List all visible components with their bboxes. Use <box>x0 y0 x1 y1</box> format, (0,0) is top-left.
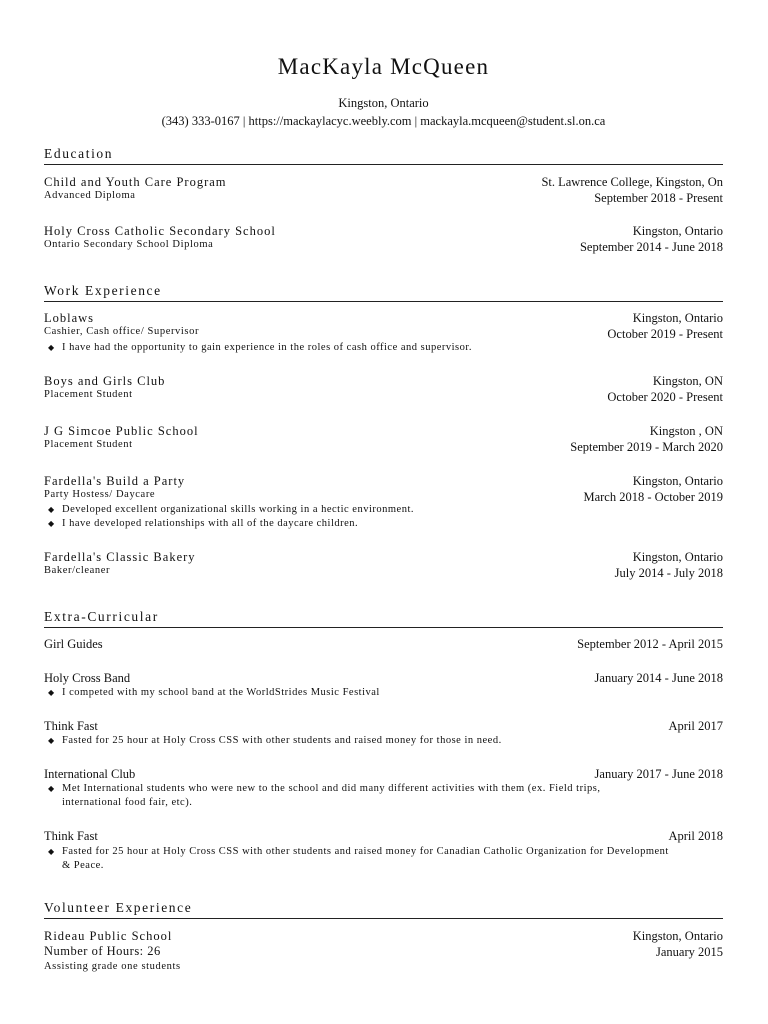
education-dates: September 2018 - Present <box>594 191 723 205</box>
work-bullets <box>44 341 723 355</box>
extra-dates: January 2014 - June 2018 <box>594 671 723 685</box>
work-location: Kingston, ON <box>652 374 723 388</box>
extra-activity: Girl Guides <box>44 637 103 651</box>
bullet-icon: ◆ <box>48 519 55 528</box>
education-program: Holy Cross Catholic Secondary School <box>44 224 276 238</box>
education-program: Child and Youth Care Program <box>44 175 227 189</box>
bullet-icon: ◆ <box>48 505 55 514</box>
education-location: Kingston, Ontario <box>632 224 723 238</box>
volunteer-hours: Number of Hours: 26 <box>44 944 161 958</box>
bullet-text: Fasted for 25 hour at Holy Cross CSS with other students and raised money for Canadian Catholic Organization for Development & Peace. <box>62 846 669 871</box>
bullet-item <box>44 686 723 700</box>
work-employer: J G Simcoe Public School <box>44 424 199 438</box>
bullet-icon: ◆ <box>48 847 55 856</box>
extra-bullets <box>44 845 674 873</box>
bullet-text: Met International students who were new to the school and did many different activities with them (ex. Field trips, international food fair, etc). <box>62 783 601 808</box>
section-title-education: Education <box>44 146 723 165</box>
education-credential: Advanced Diploma <box>44 190 136 201</box>
work-role: Cashier, Cash office/ Supervisor <box>44 326 200 337</box>
bullet-text: I have had the opportunity to gain experience in the roles of cash office and supervisor. <box>62 342 472 353</box>
volunteer-description: Assisting grade one students <box>44 961 181 972</box>
section-title-extra: Extra-Curricular <box>44 609 723 628</box>
work-location: Kingston, Ontario <box>632 311 723 325</box>
bullet-text: Developed excellent organizational skills working in a hectic environment. <box>62 504 414 515</box>
work-dates: October 2019 - Present <box>607 327 723 341</box>
work-location: Kingston, Ontario <box>632 550 723 564</box>
education-credential: Ontario Secondary School Diploma <box>44 239 214 250</box>
extra-bullets <box>44 782 644 810</box>
bullet-icon: ◆ <box>48 688 55 697</box>
volunteer-organization: Rideau Public School <box>44 929 173 943</box>
work-dates: September 2019 - March 2020 <box>570 440 723 454</box>
extra-activity: Think Fast <box>44 829 98 843</box>
bullet-item <box>44 341 723 355</box>
candidate-name: MacKayla McQueen <box>277 54 490 79</box>
work-location: Kingston , ON <box>649 424 723 438</box>
volunteer-location: Kingston, Ontario <box>632 929 723 943</box>
bullet-text: Fasted for 25 hour at Holy Cross CSS with other students and raised money for those in need. <box>62 735 502 746</box>
extra-activity: Holy Cross Band <box>44 671 131 685</box>
education-dates: September 2014 - June 2018 <box>579 240 723 254</box>
volunteer-dates: January 2015 <box>656 945 723 959</box>
bullet-item <box>44 503 723 517</box>
extra-activity: International Club <box>44 767 136 781</box>
work-role: Placement Student <box>44 389 133 400</box>
extra-dates: April 2017 <box>668 719 723 733</box>
work-employer: Boys and Girls Club <box>44 374 166 388</box>
bullet-text: I competed with my school band at the WorldStrides Music Festival <box>62 687 380 698</box>
section-title-volunteer: Volunteer Experience <box>44 900 723 919</box>
extra-dates: April 2018 <box>668 829 723 843</box>
extra-bullets <box>44 734 723 748</box>
bullet-item <box>44 734 723 748</box>
work-dates: July 2014 - July 2018 <box>614 566 723 580</box>
work-role: Baker/cleaner <box>44 565 111 576</box>
work-employer: Loblaws <box>44 311 95 325</box>
bullet-icon: ◆ <box>48 784 55 793</box>
extra-dates: January 2017 - June 2018 <box>594 767 723 781</box>
extra-activity: Think Fast <box>44 719 98 733</box>
extra-dates: September 2012 - April 2015 <box>577 637 723 651</box>
work-dates: March 2018 - October 2019 <box>583 490 723 504</box>
work-dates: October 2020 - Present <box>607 390 723 404</box>
contact-line: (343) 333-0167 | https://mackaylacyc.weebly.com | mackayla.mcqueen@student.sl.on.ca <box>161 114 606 128</box>
work-role: Party Hostess/ Daycare <box>44 489 156 500</box>
extra-bullets <box>44 686 723 700</box>
bullet-icon: ◆ <box>48 343 55 352</box>
work-bullets <box>44 503 723 531</box>
work-employer: Fardella's Classic Bakery <box>44 550 196 564</box>
education-location: St. Lawrence College, Kingston, On <box>541 175 723 189</box>
section-title-work: Work Experience <box>44 283 723 302</box>
work-location: Kingston, Ontario <box>632 474 723 488</box>
bullet-icon: ◆ <box>48 736 55 745</box>
bullet-item <box>44 517 723 531</box>
bullet-item <box>44 782 644 810</box>
contact-city: Kingston, Ontario <box>338 96 429 110</box>
work-role: Placement Student <box>44 439 133 450</box>
bullet-text: I have developed relationships with all of the daycare children. <box>62 518 359 529</box>
bullet-item <box>44 845 674 873</box>
work-employer: Fardella's Build a Party <box>44 474 186 488</box>
